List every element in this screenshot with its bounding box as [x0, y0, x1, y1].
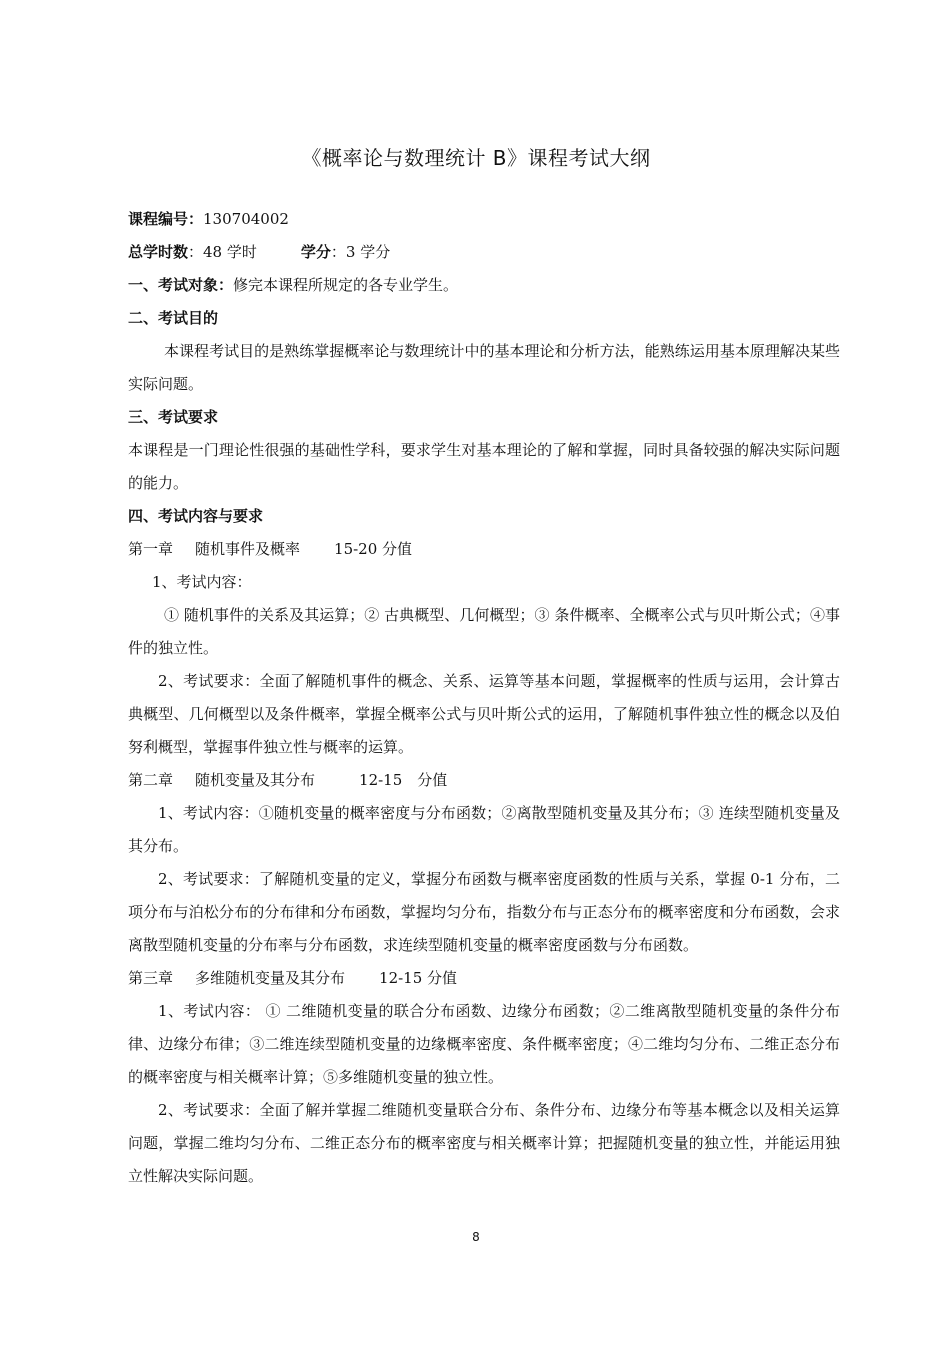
document-body [128, 203, 840, 1193]
chapter-2-score: 12-15 分值 [359, 771, 448, 789]
section-2-heading: 二、考试目的 [128, 309, 219, 327]
chapter-1-content: ① 随机事件的关系及其运算；② 古典概型、几何概型；③ 条件概率、全概率公式与贝叶斯公式；④事件的独立性。 [128, 606, 840, 657]
section-1-heading: 一、考试对象： [128, 276, 234, 294]
chapter-2-requirement: 2、考试要求：了解随机变量的定义，掌握分布函数与概率密度函数的性质与关系，掌握 0-1 分布，二项分布与泊松分布的分布律和分布函数，掌握均匀分布，指数分布与正态分布的概率密度和分布函数，会求离散型随机变量的分布率与分布函数，求连续型随机变量的概率密度函数与分布函数。 [128, 870, 840, 954]
chapter-3-content: 1、考试内容： ① 二维随机变量的联合分布函数、边缘分布函数；②二维离散型随机变量的条件分布律、边缘分布律；③二维连续型随机变量的边缘概率密度、条件概率密度；④二维均匀分布、二维正态分布的概率密度与相关概率计算；⑤多维随机变量的独立性。 [128, 1002, 840, 1086]
chapter-3-topic: 多维随机变量及其分布 [195, 969, 346, 987]
chapter-1-name: 第一章 [128, 540, 174, 558]
chapter-3-requirement: 2、考试要求：全面了解并掌握二维随机变量联合分布、条件分布、边缘分布等基本概念以及相关运算问题，掌握二维均匀分布、二维正态分布的概率密度与相关概率计算；把握随机变量的独立性，并能运用独立性解决实际问题。 [128, 1101, 840, 1185]
chapter-1-content-label: 1、考试内容： [152, 573, 252, 591]
chapter-3-heading [128, 962, 840, 995]
course-code-line [128, 203, 840, 236]
page-number: 8 [472, 1230, 480, 1244]
section-3-heading: 三、考试要求 [128, 408, 219, 426]
credits-label: 学分 [300, 243, 331, 261]
chapter-2-content: 1、考试内容：①随机变量的概率密度与分布函数；②离散型随机变量及其分布；③ 连续型随机变量及其分布。 [128, 804, 840, 855]
document-title: 《概率论与数理统计 B》课程考试大纲 [301, 146, 651, 170]
section-4-heading: 四、考试内容与要求 [128, 507, 264, 525]
hours-value: ：48 学时 [188, 243, 257, 261]
hours-label: 总学时数 [128, 243, 189, 261]
chapter-1-heading [128, 533, 840, 566]
course-code-label: 课程编号： [128, 210, 204, 228]
course-code-value: 130704002 [203, 210, 289, 228]
chapter-1-score: 15-20 分值 [334, 540, 413, 558]
chapter-2-heading [128, 764, 840, 797]
chapter-1-topic: 随机事件及概率 [195, 540, 301, 558]
chapter-2-name: 第二章 [128, 771, 174, 789]
hours-credits-line [128, 236, 840, 269]
chapter-2-topic: 随机变量及其分布 [195, 771, 316, 789]
chapter-3-name: 第三章 [128, 969, 174, 987]
section-3-text: 本课程是一门理论性很强的基础性学科，要求学生对基本理论的了解和掌握，同时具备较强的解决实际问题的能力。 [128, 441, 840, 492]
section-1-text: 修完本课程所规定的各专业学生。 [233, 276, 459, 294]
section-2-text: 本课程考试目的是熟练掌握概率论与数理统计中的基本理论和分析方法，能熟练运用基本原理解决某些实际问题。 [128, 342, 840, 393]
chapter-1-requirement: 2、考试要求：全面了解随机事件的概念、关系、运算等基本问题，掌握概率的性质与运用，会计算古典概型、几何概型以及条件概率，掌握全概率公式与贝叶斯公式的运用，了解随机事件独立性的概念以及伯努利概型，掌握事件独立性与概率的运算。 [128, 672, 840, 756]
section-1 [128, 269, 840, 302]
chapter-3-score: 12-15 分值 [379, 969, 458, 987]
credits-value: ：3 学分 [330, 243, 391, 261]
